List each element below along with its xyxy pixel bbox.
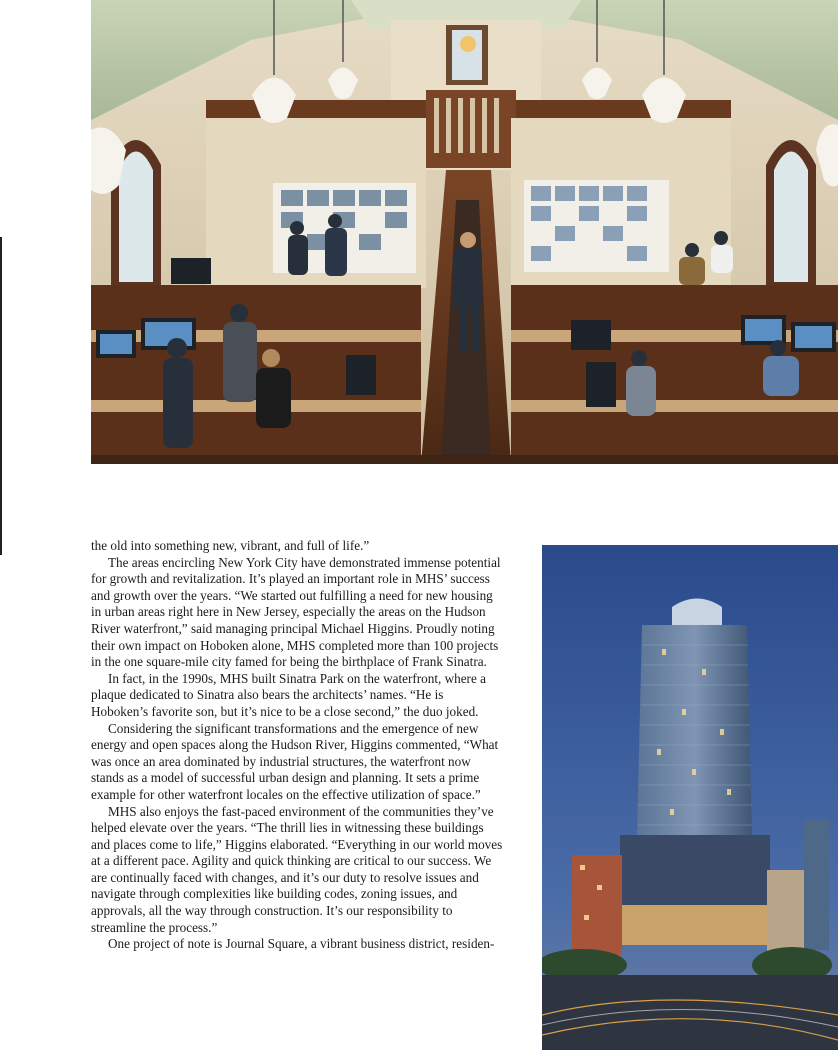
paragraph: The areas encircling New York City have demonstrated immense potential for growth and revitalization. It’s played an important role in MHS’ success and growth over the years. “We started out fulfilling a need for new housing in urban areas right here in New Jersey, especially the areas on the Hudson River waterfront,” said managing principal Michael Higgins. Proudly noting their own impact on Hoboken alone, MHS completed more than 100 projects in the one square-mile city famed for being the birthplace of Frank Sinatra.	[91, 554, 501, 670]
paragraph: Considering the significant transformations and the emergence of new energy and open spaces along the Hudson River, Higgins commented, “What was once an area dominated by industrial structures, the waterfront now stands as a model of successful urban design and planning. It sets a prime example for other waterfront locales on the effective utilization of space.”	[91, 720, 499, 802]
tower-photo	[542, 545, 838, 1050]
margin-rule	[0, 237, 2, 555]
office-photo	[91, 0, 838, 464]
paragraph: In fact, in the 1990s, MHS built Sinatra Park on the waterfront, where a plaque dedicated to Sinatra also bears the architects’ names. “He is Hoboken’s favorite son, but it’s nice to be a close second,” the duo joked.	[91, 670, 486, 719]
paragraph: One project of note is Journal Square, a vibrant business district, residen-	[108, 936, 495, 952]
paragraph-continuation: the old into something new, vibrant, and full of life.”	[91, 538, 370, 553]
paragraph: MHS also enjoys the fast-paced environment of the communities they’ve helped elevate over the years. “The thrill lies in witnessing these buildings and places come to life,” Higgins elaborated. “Everything in our world moves at a different pace. Agility and quick thinking are critical to our success. We are continually faced with changes, and it’s our duty to resolve issues and navigate through complexities like building codes, zoning issues, and approvals, all the way through construction. It’s our responsibility to streamline the process.”	[91, 803, 503, 935]
article-body	[91, 538, 503, 953]
